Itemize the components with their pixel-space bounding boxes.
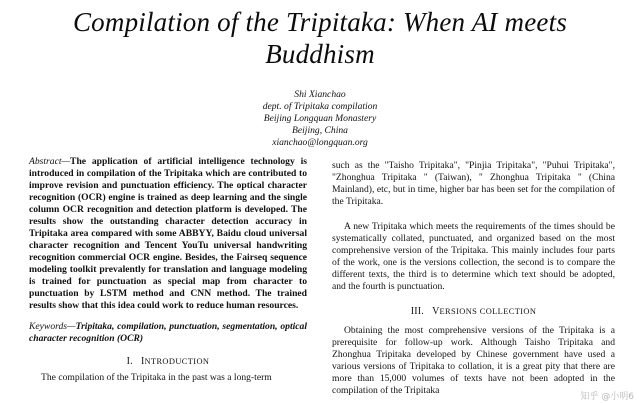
left-column xyxy=(29,156,307,384)
section-title-first: I xyxy=(140,356,145,367)
section-title-rest: ERSIONS COLLECTION xyxy=(439,307,537,316)
title-line-1: Compilation of the Tripitaka: When AI meets xyxy=(72,7,568,37)
keywords-lead: Keywords— xyxy=(29,321,76,332)
section-heading-versions xyxy=(332,306,615,318)
section-title-first: V xyxy=(432,306,440,317)
intro-paragraph: The compilation of the Tripitaka in the past was a long-term xyxy=(41,372,272,383)
section-numeral: I. xyxy=(126,356,133,367)
section-heading-introduction xyxy=(29,356,307,368)
abstract-lead: Abstract— xyxy=(29,156,71,167)
body-paragraph-3: Obtaining the most comprehensive versions of the Tripitaka is a prerequisite for follow-up work. Although Taisho Tripitaka and Zhonghua Tripitaka developed by Chinese government have used a various versions of Tripitaka to collation, it is a great pity that there are more than 15,000 volumes of texts have not been adopted in the compilation of the Tripitaka xyxy=(332,325,615,396)
keywords-text: Tripitaka, compilation, punctuation, segmentation, optical character recognition (OCR) xyxy=(29,321,307,344)
affiliation-dept: dept. of Tripitaka compilation xyxy=(262,101,378,112)
author-email: xianchao@longquan.org xyxy=(272,137,368,148)
section-numeral: III. xyxy=(410,306,424,317)
body-paragraph-2: A new Tripitaka which meets the requirements of the times should be systematically collated, punctuated, and organized based on the most comprehensive version of the Tripitaka. This mainly includes four parts of the work, one is the versions collection, the second is to compare the different texts, the third is to determine which text should be adopted, and the fourth is punctuation. xyxy=(332,221,615,292)
right-column xyxy=(332,160,615,397)
abstract-text: The application of artificial intelligence technology is introduced in compilation of the Tripitaka which are contributed to improve revision and punctuation efficiency. The optical character recognition (OCR) engine is trained as deep learning and the single column OCR recognition and detection platform is developed. The results show the outstanding character detection accuracy in Tripitaka area compared with some ABBYY, Baidu cloud universal character recognition and Tencent YouTu universal handwriting recognition commercial OCR engine. Besides, the Fairseq sequence modeling toolkit prevalently for translation and language modeling is trained for punctuation as special map from character to punctuation by LSTM method and CNN method. The trained results show that this idea could work to reduce human resources. xyxy=(29,156,307,311)
section-title-rest: NTRODUCTION xyxy=(144,357,210,366)
title-line-2: Buddhism xyxy=(265,39,375,69)
paper-title xyxy=(0,6,640,70)
affiliation-org: Beijing Longquan Monastery xyxy=(263,113,377,124)
watermark: 知乎 @小明6 xyxy=(580,392,634,402)
abstract xyxy=(29,156,307,312)
keywords xyxy=(29,321,307,345)
author-location: Beijing, China xyxy=(292,125,348,136)
body-paragraph-1: such as the "Taisho Tripitaka", "Pinjia Tripitaka", "Puhui Tripitaka", "Zhonghua Tripitaka " (Taiwan), " Zhonghua Tripitaka " (China Mainland), etc, but in time, higher bar has been set for the compilation of the Tripitaka. xyxy=(332,160,615,207)
author-name: Shi Xianchao xyxy=(294,89,346,100)
author-block xyxy=(0,89,640,149)
